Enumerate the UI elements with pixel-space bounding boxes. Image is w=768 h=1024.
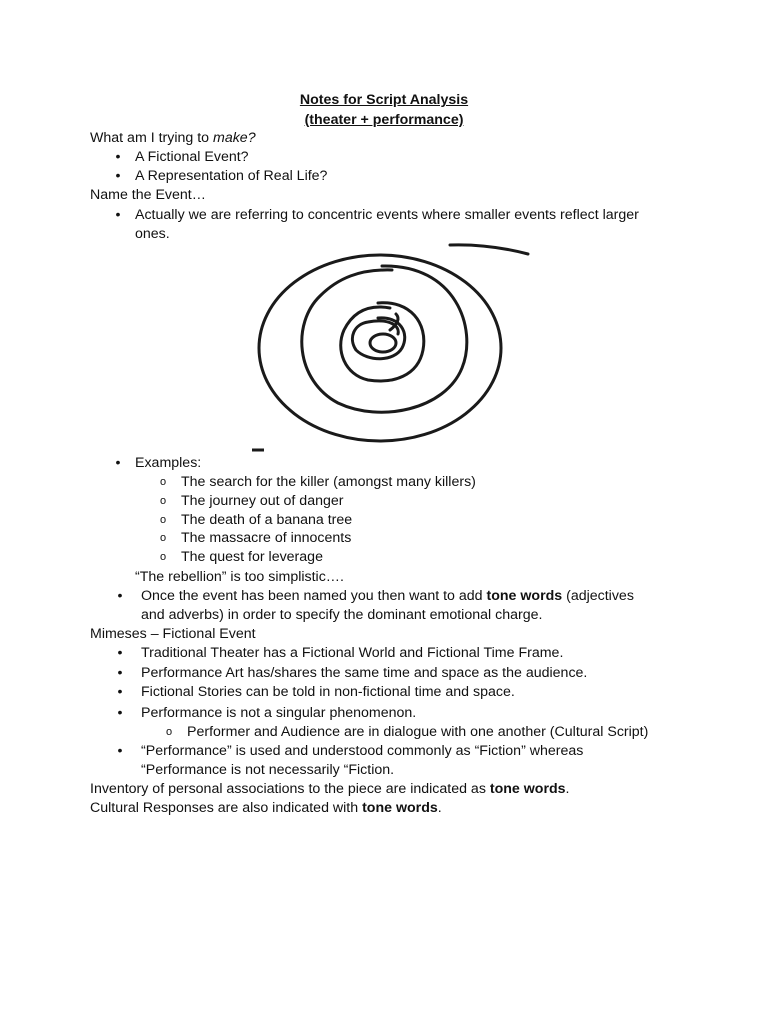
event-description: Actually we are referring to concentric events where smaller events reflect larger: [135, 207, 639, 223]
bullet-icon: •: [115, 149, 121, 165]
example-item: The journey out of danger: [181, 493, 344, 509]
example-item: The quest for leverage: [181, 549, 323, 565]
tone-description-cont: and adverbs) in order to specify the dominant emotional charge.: [141, 607, 543, 623]
bullet-icon: •: [117, 645, 123, 661]
examples-note: “The rebellion” is too simplistic….: [135, 569, 344, 585]
list-item: A Fictional Event?: [135, 149, 249, 165]
mimeses-heading: Mimeses – Fictional Event: [90, 626, 256, 642]
mimeses-item-cont: “Performance is not necessarily “Fiction.: [141, 762, 395, 778]
bullet-icon: •: [117, 705, 123, 721]
sub-bullet-icon: o: [159, 532, 167, 544]
mimeses-item: Performance is not a singular phenomenon.: [141, 705, 417, 721]
bullet-icon: •: [115, 207, 121, 223]
mimeses-item: Fictional Stories can be told in non-fictional time and space.: [141, 684, 515, 700]
event-description-cont: ones.: [135, 226, 170, 242]
mimeses-item: “Performance” is used and understood commonly as “Fiction” whereas: [141, 743, 584, 759]
spiral-flourish: [450, 245, 528, 254]
question-heading: What am I trying to make?: [90, 130, 256, 146]
sub-bullet-icon: o: [159, 495, 167, 507]
bullet-icon: •: [117, 743, 123, 759]
sub-bullet-icon: o: [159, 551, 167, 563]
bullet-icon: •: [117, 588, 123, 604]
sub-bullet-icon: o: [159, 476, 167, 488]
mimeses-item: Performance Art has/shares the same time and space as the audience.: [141, 665, 588, 681]
bullet-icon: •: [117, 684, 123, 700]
example-item: The search for the killer (amongst many killers): [181, 474, 476, 490]
closing-line: Inventory of personal associations to the piece are indicated as tone words.: [90, 781, 570, 797]
concentric-spiral-drawing: [250, 238, 540, 458]
bullet-icon: •: [117, 665, 123, 681]
example-item: The death of a banana tree: [181, 512, 353, 528]
bullet-icon: •: [115, 455, 121, 471]
page-subtitle: (theater + performance): [304, 112, 464, 128]
list-item: A Representation of Real Life?: [135, 168, 328, 184]
page-title: Notes for Script Analysis: [299, 92, 469, 108]
bullet-icon: •: [115, 168, 121, 184]
examples-label: Examples:: [135, 455, 202, 471]
middle-ring: [302, 266, 467, 412]
core-ring: [370, 334, 396, 352]
mimeses-item: Traditional Theater has a Fictional World and Fictional Time Frame.: [141, 645, 564, 661]
closing-line: Cultural Responses are also indicated with tone words.: [90, 800, 442, 816]
mimeses-subitem: Performer and Audience are in dialogue with one another (Cultural Script): [187, 724, 649, 740]
example-item: The massacre of innocents: [181, 530, 352, 546]
event-heading: Name the Event…: [90, 187, 206, 203]
sub-bullet-icon: o: [165, 726, 173, 738]
sub-bullet-icon: o: [159, 514, 167, 526]
tone-description: Once the event has been named you then want to add tone words (adjectives: [141, 588, 634, 604]
